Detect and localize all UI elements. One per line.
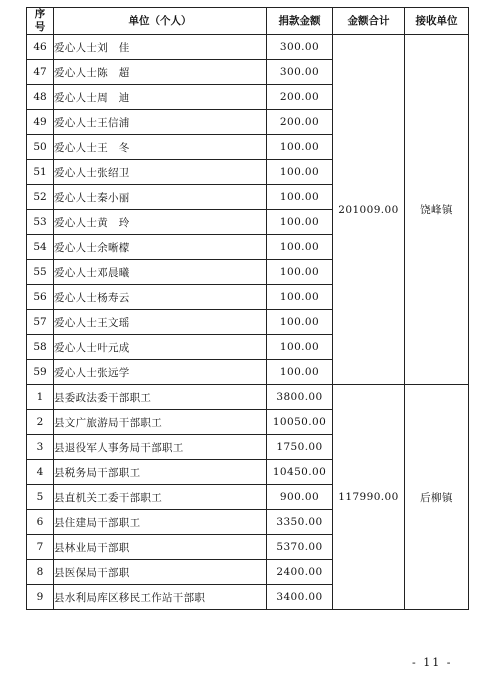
header-row — [27, 8, 469, 35]
header-seq-line1: 序 — [34, 8, 46, 20]
row-amount: 3800.00 — [267, 385, 333, 410]
row-number: 52 — [27, 185, 54, 210]
row-amount: 100.00 — [267, 160, 333, 185]
header-unit: 单位（个人） — [54, 8, 267, 35]
row-unit: 县文广旅游局干部职工 — [54, 410, 267, 435]
row-number: 59 — [27, 360, 54, 385]
row-amount: 200.00 — [267, 110, 333, 135]
row-number: 55 — [27, 260, 54, 285]
row-number: 3 — [27, 435, 54, 460]
row-unit: 爱心人士王文瑶 — [54, 310, 267, 335]
row-amount: 5370.00 — [267, 535, 333, 560]
group-recipient: 饶峰镇 — [405, 35, 469, 385]
row-unit: 县医保局干部职 — [54, 560, 267, 585]
row-unit: 县水利局库区移民工作站干部职 — [54, 585, 267, 610]
row-unit: 爱心人士刘 佳 — [54, 35, 267, 60]
row-number: 48 — [27, 85, 54, 110]
row-amount: 2400.00 — [267, 560, 333, 585]
row-unit: 爱心人士张绍卫 — [54, 160, 267, 185]
header-total: 金额合计 — [333, 8, 405, 35]
table-row — [27, 385, 469, 410]
row-number: 7 — [27, 535, 54, 560]
row-number: 8 — [27, 560, 54, 585]
row-amount: 900.00 — [267, 485, 333, 510]
row-number: 53 — [27, 210, 54, 235]
row-unit: 爱心人士杨寿云 — [54, 285, 267, 310]
row-number: 58 — [27, 335, 54, 360]
row-number: 51 — [27, 160, 54, 185]
row-unit: 县直机关工委干部职工 — [54, 485, 267, 510]
table-body — [27, 35, 469, 610]
row-amount: 100.00 — [267, 285, 333, 310]
header-recipient: 接收单位 — [405, 8, 469, 35]
page-number: - 11 - — [412, 656, 453, 669]
row-amount: 100.00 — [267, 185, 333, 210]
row-unit: 爱心人士黄 玲 — [54, 210, 267, 235]
row-number: 56 — [27, 285, 54, 310]
row-number: 2 — [27, 410, 54, 435]
row-amount: 100.00 — [267, 210, 333, 235]
row-unit: 爱心人士张远学 — [54, 360, 267, 385]
row-number: 47 — [27, 60, 54, 85]
row-amount: 200.00 — [267, 85, 333, 110]
row-unit: 爱心人士周 迪 — [54, 85, 267, 110]
row-number: 9 — [27, 585, 54, 610]
row-amount: 100.00 — [267, 360, 333, 385]
row-amount: 100.00 — [267, 260, 333, 285]
row-unit: 爱心人士秦小丽 — [54, 185, 267, 210]
row-unit: 县税务局干部职工 — [54, 460, 267, 485]
row-unit: 县委政法委干部职工 — [54, 385, 267, 410]
group-total: 117990.00 — [333, 385, 405, 610]
row-unit: 爱心人士余晰檬 — [54, 235, 267, 260]
row-number: 54 — [27, 235, 54, 260]
row-amount: 100.00 — [267, 235, 333, 260]
row-amount: 10450.00 — [267, 460, 333, 485]
row-number: 1 — [27, 385, 54, 410]
row-amount: 3350.00 — [267, 510, 333, 535]
row-unit: 县林业局干部职 — [54, 535, 267, 560]
donation-table — [26, 7, 469, 610]
row-amount: 10050.00 — [267, 410, 333, 435]
row-amount: 300.00 — [267, 35, 333, 60]
row-unit: 爱心人士陈 超 — [54, 60, 267, 85]
table-row — [27, 35, 469, 60]
row-amount: 100.00 — [267, 310, 333, 335]
row-unit: 爱心人士叶元成 — [54, 335, 267, 360]
header-seq-line2: 号 — [34, 21, 46, 33]
row-number: 57 — [27, 310, 54, 335]
row-amount: 100.00 — [267, 135, 333, 160]
row-unit: 爱心人士邓晨曦 — [54, 260, 267, 285]
row-number: 49 — [27, 110, 54, 135]
row-number: 4 — [27, 460, 54, 485]
row-number: 5 — [27, 485, 54, 510]
group-recipient: 后柳镇 — [405, 385, 469, 610]
row-number: 46 — [27, 35, 54, 60]
row-amount: 100.00 — [267, 335, 333, 360]
row-number: 50 — [27, 135, 54, 160]
group-total: 201009.00 — [333, 35, 405, 385]
header-amount: 捐款金额 — [267, 8, 333, 35]
row-amount: 1750.00 — [267, 435, 333, 460]
row-unit: 爱心人士王信浦 — [54, 110, 267, 135]
row-amount: 300.00 — [267, 60, 333, 85]
row-amount: 3400.00 — [267, 585, 333, 610]
row-number: 6 — [27, 510, 54, 535]
row-unit: 县退役军人事务局干部职工 — [54, 435, 267, 460]
row-unit: 爱心人士王 冬 — [54, 135, 267, 160]
header-seq — [27, 8, 54, 35]
row-unit: 县住建局干部职工 — [54, 510, 267, 535]
